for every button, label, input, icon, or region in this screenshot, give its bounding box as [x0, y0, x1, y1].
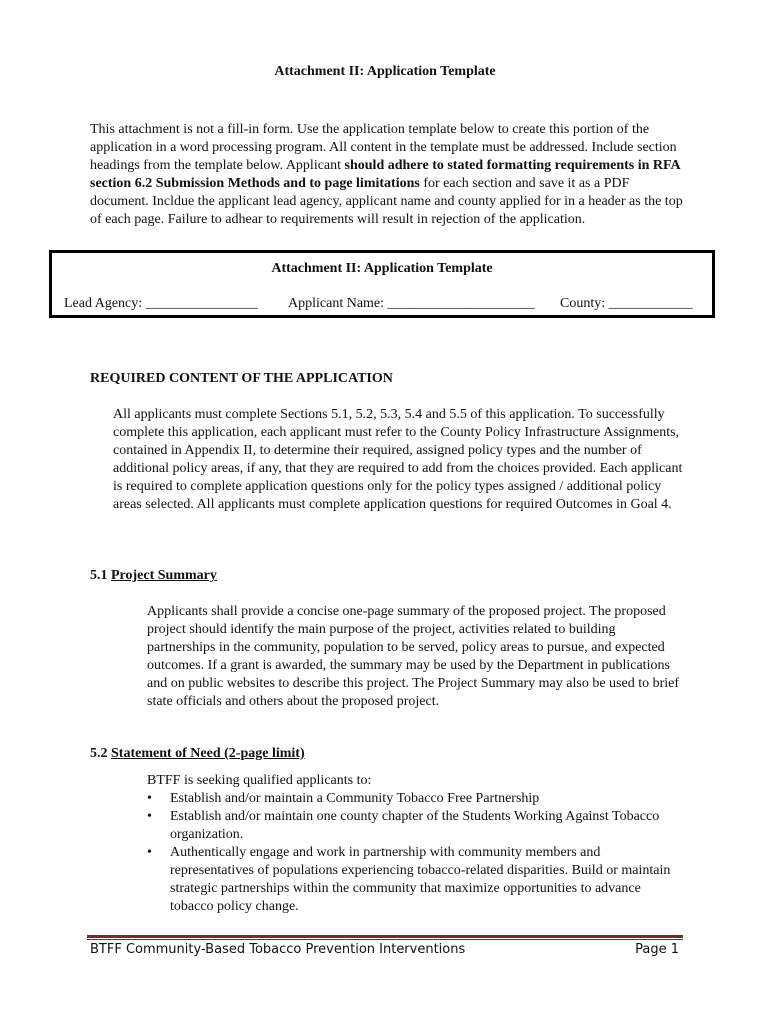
county-field: County: ____________: [560, 296, 693, 311]
list-item-text: Establish and/or maintain one county chapter of the Students Working Against Tobacco organization.: [170, 809, 660, 842]
intro-bold-text: should adhere to stated formatting requirements in RFA section 6.2 Submission Methods and to page limitations: [90, 158, 680, 191]
list-item: [147, 790, 677, 808]
applicant-name-field: Applicant Name: _____________________: [288, 296, 535, 311]
template-box-title: Attachment II: Application Template: [271, 261, 493, 276]
section-5-1-title: Project Summary: [111, 568, 217, 583]
template-box-fields: [64, 296, 714, 312]
section-5-1-paragraph: Applicants shall provide a concise one-page summary of the proposed project. The proposed project should identify the main purpose of the project, activities related to building partnerships in the community, population to be served, policy areas to pursue, and expected outcomes. If a grant is awarded, the summary may be used by the Department in publications and on public websites to describe this project. The Project Summary may also be used to brief state officials and others about the proposed project.: [147, 604, 680, 709]
section-5-1-number: 5.1: [90, 568, 111, 583]
page-title: Attachment II: Application Template: [274, 64, 496, 79]
required-content-paragraph: All applicants must complete Sections 5.1, 5.2, 5.3, 5.4 and 5.5 of this application. To successfully complete this application, each applicant must refer to the County Policy Infrastructure Assignments, contained in Appendix II, to determine their required, assigned policy types and the number of additional policy areas, if any, that they are required to add from the choices provided. Each applicant is required to complete application questions only for the policy types assigned / additional policy areas selected. All applicants must complete application questions for required Outcomes in Goal 4.: [113, 407, 683, 512]
section-5-2-bullet-list: [147, 790, 677, 916]
footer-page-number: Page 1: [635, 942, 679, 957]
section-5-2-title: Statement of Need (2-page limit): [111, 746, 305, 761]
section-5-2-intro: BTFF is seeking qualified applicants to:: [147, 773, 372, 788]
list-item: [147, 808, 677, 844]
intro-text-1: This attachment is not a fill-in form. Use the application template below to create this portion of the application in a word processing program. All content in the template must be addressed. Include section headings from the template below. Applicant: [90, 122, 677, 173]
bullet-icon: •: [147, 845, 152, 860]
bullet-icon: •: [147, 791, 152, 806]
list-item-text: Establish and/or maintain a Community Tobacco Free Partnership: [170, 791, 540, 806]
list-item-text: Authentically engage and work in partnership with community members and representatives of populations experiencing tobacco-related disparities. Build or maintain strategic partnerships within the community that maximize opportunities to advance tobacco policy change.: [170, 845, 671, 914]
list-item: [147, 844, 677, 916]
section-5-2-number: 5.2: [90, 746, 111, 761]
footer-divider-thin: [87, 939, 683, 940]
bullet-icon: •: [147, 809, 152, 824]
intro-paragraph: [90, 121, 690, 229]
section-5-2-heading: [90, 746, 305, 762]
lead-agency-field: Lead Agency: ________________: [64, 296, 258, 311]
footer-divider: [87, 935, 683, 938]
template-header-box: [49, 250, 715, 318]
intro-text-2: for each section and save it as a PDF document. Incldue the applicant lead agency, applicant name and county applied for in a header as the top of each page. Failure to adhear to requirements will result in rejection of the application.: [90, 176, 683, 227]
required-content-heading: REQUIRED CONTENT OF THE APPLICATION: [90, 371, 393, 386]
footer-document-title: BTFF Community-Based Tobacco Prevention Interventions: [90, 942, 466, 957]
section-5-1-heading: [90, 568, 217, 584]
